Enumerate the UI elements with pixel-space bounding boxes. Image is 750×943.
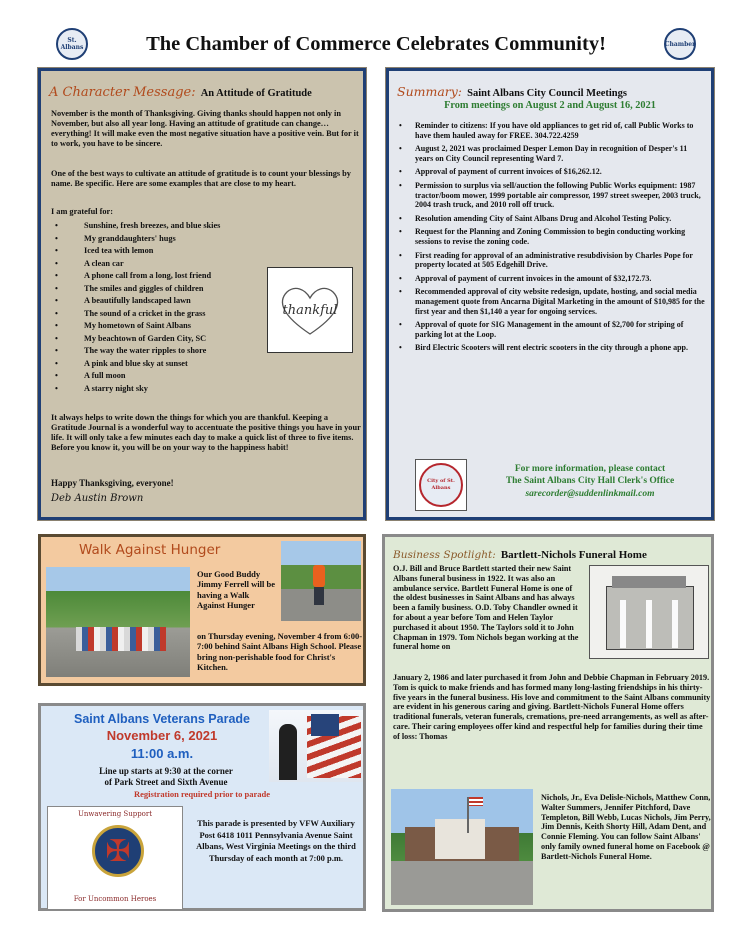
signature: Deb Austin Brown [51,493,144,504]
character-title: A Character Message: An Attitude of Gratitude [49,85,312,100]
character-paragraph-2: One of the best ways to cultivate an attitude of gratitude is to count your blessings by name. Be specific. Here are some examples that are close to my heart. [51,169,351,188]
contact-line-1: For more information, please contact [514,464,666,474]
parade-lineup-2: of Park Street and Sixth Avenue [104,777,228,787]
summary-title: Summary: Saint Albans City Council Meetings [397,84,627,99]
chamber-logo: Chamber [664,28,696,60]
summary-item: • Resolution amending City of Saint Albans Drug and Alcohol Testing Policy. [395,214,707,224]
spotlight-text-top: O.J. Bill and Bruce Bartlett started their new Saint Albans funeral business in 1922. It was also an ambulance service. Bartlett Funeral Home is one of the oldest businesses in Saint Albans and has always been a family business. O.D. Toby Chandler owned it for about a year before Tom and Helen Taylor purchased it about 1950. The Taylors sold it to John Chapman in 1979. Tom Nichols began working at the funeral home on [393,564,579,652]
parade-title: Saint Albans Veterans Parade [73,712,250,726]
summary-item: • First reading for approval of an administrative resubdivision by Charles Pope for property located at 505 Edgehill Drive. [395,251,707,270]
vfw-cross-icon: ✠ [92,825,144,877]
grateful-item: • A starry night sky [51,383,281,396]
grateful-item: • A clean car [51,258,281,271]
summary-item: • Approval of payment of current invoices of $16,262.12. [395,167,707,177]
grateful-item: • Sunshine, fresh breezes, and blue skies [51,220,281,233]
summary-item: • August 2, 2021 was proclaimed Desper Lemon Day in recognition of Desper's 11 years on City Council representing Ward 7. [395,144,707,163]
grateful-list [51,220,281,395]
spotlight-title: Business Spotlight: Bartlett-Nichols Funeral Home [393,549,647,561]
summary-item: • Recommended approval of city website redesign, update, hosting, and social media management quote from Ancarna Digital Marketing in the amount of $10,985 for the first year and then $1,140 a year for ongoing services. [395,287,707,316]
city-logo: St. Albans [56,28,88,60]
walk-against-hunger-box [38,534,366,686]
walkers-group [76,627,166,651]
soldier-silhouette [279,724,297,780]
summary-list [395,121,707,357]
grateful-item: • A pink and blue sky at sunset [51,358,281,371]
parade-registration: Registration required prior to parade [134,789,270,799]
walker-photo [281,541,361,621]
summary-item: • Reminder to citizens: If you have old appliances to get rid of, call Public Works to have them hauled away for FREE. 304.722.4259 [395,121,707,140]
summary-item: • Permission to surplus via sell/auction the following Public Works equipment: 1987 tractor/boom mower, 1999 portable air compressor, 1997 street sweeper, 2003 truck, 2004 trash truck, and 2010 roll off truck. [395,181,707,210]
grateful-item: • A full moon [51,370,281,383]
flag-icon [469,797,483,806]
parade-presented-by: This parade is presented by VFW Auxiliary Post 6418 1011 Pennsylvania Avenue Saint Albans, West Virginia Meetings on the third Thursday of each month at 7:00 p.m. [196,818,356,863]
walk-title: Walk Against Hunger [79,542,221,558]
grateful-item: • The way the water ripples to shore [51,345,281,358]
business-spotlight-box [382,534,714,912]
character-message-box [38,68,366,520]
summary-item: • Approval of payment of current invoices in the amount of $32,172.73. [395,274,707,284]
walker-figure [313,565,325,587]
summary-item: • Approval of quote for SIG Management in the amount of $2,700 for striping of parking lot at the Loop. [395,320,707,339]
vfw-badge: Unwavering Support ✠ For Uncommon Heroes [47,806,183,910]
grateful-item: • My hometown of Saint Albans [51,320,281,333]
spotlight-text-mid: January 2, 1986 and later purchased it from John and Debbie Chapman in February 2019. Tom is quick to make friends and has formed many long-lasting friendships in his thirty-five years in the funeral business. His love and commitment to the Saint Albans community are evident in his generous caring and giving. Bartlett-Nichols Funeral Home offers traditional funerals, veteran funerals, cremations, pre-need arrangements, as well as after-care. Their caring employees offer kind and respectful help for families during their time of loss: Thomas [393,673,711,741]
summary-item: • Request for the Planning and Zoning Commission to begin conducting working sessions to revise the zoning code. [395,227,707,246]
closing: Happy Thanksgiving, everyone! [51,478,174,488]
grateful-item: • My granddaughters' hugs [51,233,281,246]
parade-date: November 6, 2021 [106,728,218,743]
summary-dates: From meetings on August 2 and August 16, 2021 [444,100,656,111]
grateful-item: • The smiles and giggles of children [51,283,281,296]
parade-lineup-1: Line up starts at 9:30 at the corner [99,766,233,776]
character-paragraph-3: It always helps to write down the things for which you are thankful. Keeping a Gratitude Journal is a wonderful way to accentuate the positive things you have in your life. It will only take a few minutes each day to make a quick list of three to five items. Before you know it, you will be on your way to the happiness habit! [51,413,361,452]
grateful-item: • A beautifully landscaped lawn [51,295,281,308]
contact-email[interactable]: sarecorder@suddenlinkmail.com [525,489,655,499]
grateful-label: I am grateful for: [51,207,113,216]
historic-funeral-home-photo [589,565,709,659]
contact-line-2: The Saint Albans City Hall Clerk's Office [505,476,675,486]
summary-box [386,68,714,520]
walk-group-photo [46,567,190,677]
thankful-image: thankful [267,267,353,353]
parade-time: 11:00 a.m. [130,746,194,761]
grateful-item: • The sound of a cricket in the grass [51,308,281,321]
veterans-parade-box [38,703,366,911]
city-seal: City of St. Albans [415,459,467,511]
grateful-item: • A phone call from a long, lost friend [51,270,281,283]
modern-funeral-home-photo [391,789,533,905]
grateful-item: • Iced tea with lemon [51,245,281,258]
character-paragraph-1: November is the month of Thanksgiving. Giving thanks should happen not only in November, but also all year long. Having an attitude of gratitude can change… everything! It will make even the most negative situation have a positive vein. But for it to work, you have to be sincere. [51,109,359,148]
flag-salute-photo [269,710,363,782]
summary-item: • Bird Electric Scooters will rent electric scooters in the city through a phone app. [395,343,707,353]
walk-text-long: on Thursday evening, November 4 from 6:00-7:00 behind Saint Albans High School. Please bring non-perishable food for Christ's Kitchen. [197,631,363,673]
grateful-item: • My beachtown of Garden City, SC [51,333,281,346]
walk-text-short: Our Good Buddy Jimmy Ferrell will be having a Walk Against Hunger [197,569,275,611]
page-title: The Chamber of Commerce Celebrates Community! [146,33,606,55]
spotlight-text-bottom: Nichols, Jr., Eva Delisle-Nichols, Matthew Conn, Walter Summers, Jennifer Pitchford, Dave Templeton, Bill Webb, Lucas Nichols, Jim Perry, Jim Dennis, Keith Shorty Hill, Adam Dent, and Connie Fleming. You can follow Saint Albans' only family owned funeral home on Facebook @ Bartlett-Nichols Funeral Home. [541,793,711,861]
